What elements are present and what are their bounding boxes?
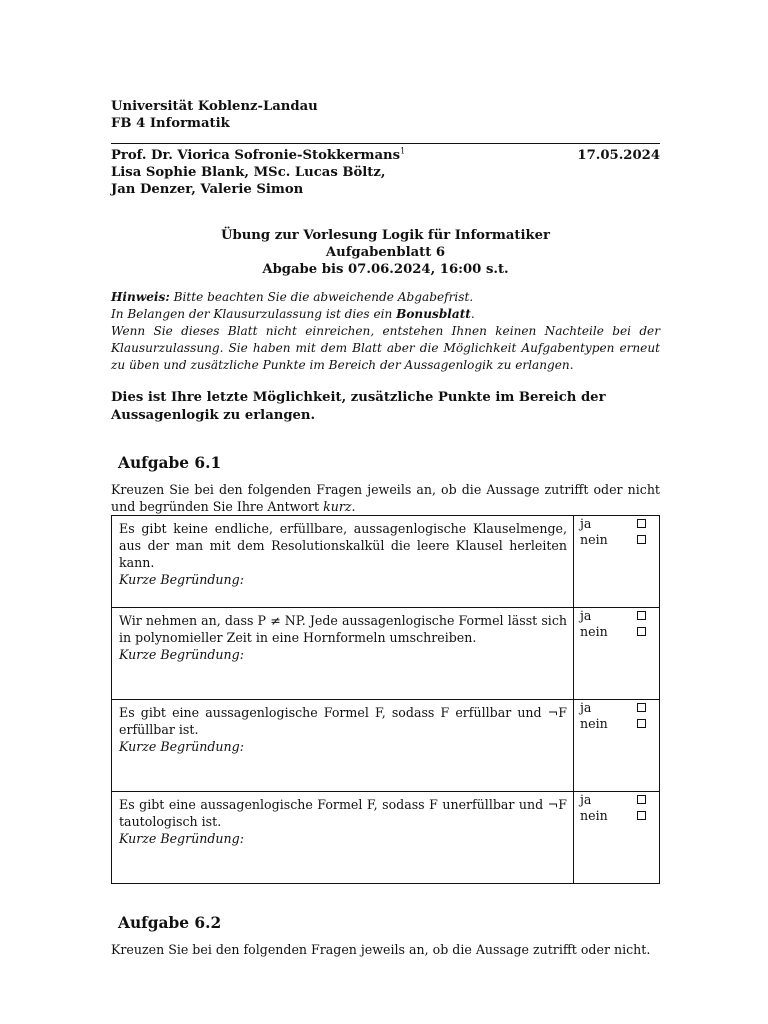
option-no-label: nein <box>580 716 608 731</box>
task-1-intro-emphasis: kurz <box>323 499 352 514</box>
reason-label: Kurze Begründung: <box>119 647 244 662</box>
task-1-title: Aufgabe 6.1 <box>118 454 222 472</box>
reason-label: Kurze Begründung: <box>119 739 244 754</box>
bonus-sheet-label: Bonusblatt <box>396 307 471 321</box>
university-name: Universität Koblenz-Landau <box>111 99 318 114</box>
task-1-intro <box>111 481 660 515</box>
question-table <box>111 515 660 884</box>
hint-label: Hinweis: <box>111 290 170 304</box>
checkbox-yes[interactable] <box>637 795 646 804</box>
question-cell <box>119 704 567 755</box>
answer-cell <box>573 792 661 883</box>
footnote-mark: 1 <box>400 146 406 156</box>
question-cell <box>119 796 567 847</box>
option-yes-label: ja <box>580 792 592 807</box>
checkbox-yes[interactable] <box>637 519 646 528</box>
option-yes <box>580 793 658 807</box>
checkbox-yes[interactable] <box>637 703 646 712</box>
sheet-date: 17.05.2024 <box>577 148 660 163</box>
question-cell <box>119 520 567 588</box>
option-no-label: nein <box>580 624 608 639</box>
checkbox-no[interactable] <box>637 719 646 728</box>
last-chance-notice: Dies ist Ihre letzte Möglichkeit, zusätzliche Punkte im Bereich der Aussagenlogik zu erlangen. <box>111 390 606 423</box>
course-title: Übung zur Vorlesung Logik für Informatiker <box>221 228 550 243</box>
task-2-title: Aufgabe 6.2 <box>118 914 222 932</box>
option-no <box>580 533 658 547</box>
faculty-name: FB 4 Informatik <box>111 116 230 131</box>
sheet-title <box>111 227 660 278</box>
question-row <box>112 791 659 883</box>
question-row <box>112 607 659 699</box>
hint-line-2: In Belangen der Klausurzulassung ist dies ein <box>111 307 393 321</box>
option-yes-label: ja <box>580 700 592 715</box>
option-yes <box>580 609 658 623</box>
option-no <box>580 625 658 639</box>
question-cell <box>119 612 567 663</box>
option-yes-label: ja <box>580 516 592 531</box>
checkbox-no[interactable] <box>637 811 646 820</box>
question-row <box>112 516 659 607</box>
answer-cell <box>573 700 661 791</box>
reason-label: Kurze Begründung: <box>119 831 244 846</box>
task-1-intro-text: Kreuzen Sie bei den folgenden Fragen jeweils an, ob die Aussage zutrifft oder nicht und begründen Sie Ihre Antwort <box>111 482 660 514</box>
task-2-intro: Kreuzen Sie bei den folgenden Fragen jeweils an, ob die Aussage zutrifft oder nicht. <box>111 942 651 957</box>
hint-line-1: Bitte beachten Sie die abweichende Abgabefrist. <box>173 290 474 304</box>
hint-line-3: Wenn Sie dieses Blatt nicht einreichen, entstehen Ihnen keinen Nachteile bei der Klausurzulassung. Sie haben mit dem Blatt aber die Möglichkeit Aufgabentypen erneut zu üben und zusätzliche Punkte im Bereich der Aussagenlogik zu erlangen. <box>111 324 660 372</box>
checkbox-no[interactable] <box>637 627 646 636</box>
answer-cell <box>573 608 661 699</box>
option-yes-label: ja <box>580 608 592 623</box>
question-text: Wir nehmen an, dass P ≠ NP. Jede aussagenlogische Formel lässt sich in polynomieller Zeit in eine Hornformeln umschreiben. <box>119 613 567 645</box>
question-text: Es gibt keine endliche, erfüllbare, aussagenlogische Klauselmenge, aus der man mit dem Resolutionskalkül die leere Klausel herleiten kann. <box>119 521 567 570</box>
reason-label: Kurze Begründung: <box>119 572 244 587</box>
option-no <box>580 717 658 731</box>
option-no-label: nein <box>580 532 608 547</box>
question-text: Es gibt eine aussagenlogische Formel F, sodass F unerfüllbar und ¬F tautologisch ist. <box>119 797 567 829</box>
checkbox-yes[interactable] <box>637 611 646 620</box>
professor-name: Prof. Dr. Viorica Sofronie-Stokkermans <box>111 148 401 163</box>
institution-block <box>111 98 318 132</box>
assistants-line-1: Lisa Sophie Blank, MSc. Lucas Böltz, <box>111 165 386 180</box>
option-yes <box>580 701 658 715</box>
question-text: Es gibt eine aussagenlogische Formel F, sodass F erfüllbar und ¬F erfüllbar ist. <box>119 705 567 737</box>
option-yes <box>580 517 658 531</box>
assistants-line-2: Jan Denzer, Valerie Simon <box>111 182 304 197</box>
hint-block <box>111 289 660 374</box>
hint-line-2-end: . <box>470 307 475 321</box>
answer-cell <box>573 516 661 607</box>
staff-block <box>111 147 660 198</box>
deadline: Abgabe bis 07.06.2024, 16:00 s.t. <box>262 262 509 277</box>
option-no-label: nein <box>580 808 608 823</box>
option-no <box>580 809 658 823</box>
checkbox-no[interactable] <box>637 535 646 544</box>
question-row <box>112 699 659 791</box>
task-1-intro-end: . <box>351 499 356 514</box>
header-divider <box>111 143 660 144</box>
sheet-number: Aufgabenblatt 6 <box>325 245 446 260</box>
